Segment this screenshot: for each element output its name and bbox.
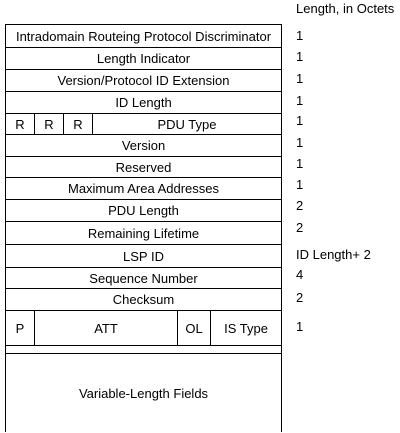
length-value: 4 [296,267,304,282]
length-column-header: Length, in Octets [296,1,395,16]
row-id-length [6,92,281,114]
reserved-bit-cell: R [6,114,35,134]
field-label: LSP ID [123,248,164,264]
field-label: Remaining Lifetime [87,225,200,241]
field-label: Maximum Area Addresses [67,181,219,196]
row-remaining-lifetime [6,222,281,245]
partition-repair-cell: P [6,311,35,345]
field-label: Reserved [115,159,172,175]
row-separator [6,346,281,354]
length-value: 2 [296,290,304,305]
row-variable-length-fields [6,354,281,433]
pdu-type-cell: PDU Type [157,116,217,132]
length-value: 1 [296,71,304,86]
length-value: 1 [296,319,304,334]
row-pdu-length [6,200,281,222]
row-att-flags [6,311,281,346]
field-label: Variable-Length Fields [78,386,209,401]
row-length-indicator [6,48,281,70]
length-value: 1 [296,49,304,64]
field-label: Sequence Number [89,270,198,286]
field-label: Version [121,138,166,153]
length-value: 1 [296,93,304,108]
field-label: Intradomain Routeing Protocol Discriminator [15,28,272,44]
row-sequence-number [6,268,281,289]
row-version [6,135,281,157]
row-reserved [6,157,281,178]
field-label: Version/Protocol ID Extension [57,73,230,88]
row-version-protocol-id-extension [6,70,281,92]
length-value: 2 [296,220,304,235]
reserved-bit-cell: R [35,114,64,134]
length-value: ID Length+ 2 [296,247,371,262]
reserved-bit-cell: R [64,114,93,134]
length-value: 1 [296,113,304,128]
att-cell: ATT [35,311,178,345]
field-label: ID Length [115,95,172,110]
row-maximum-area-addresses [6,178,281,200]
field-label: Length Indicator [96,51,191,66]
overload-cell: OL [178,311,211,345]
field-label: Checksum [112,292,175,307]
row-pdu-type [6,114,281,135]
row-checksum [6,289,281,311]
length-value: 1 [296,135,304,150]
is-type-cell: IS Type [224,320,268,336]
field-label: PDU Length [108,203,179,218]
length-value: 1 [296,156,304,171]
length-value: 1 [296,28,304,43]
row-irpd [6,25,281,48]
row-lsp-id [6,245,281,268]
length-value: 1 [296,177,304,192]
pdu-format-table [5,24,282,432]
length-value: 2 [296,198,304,213]
